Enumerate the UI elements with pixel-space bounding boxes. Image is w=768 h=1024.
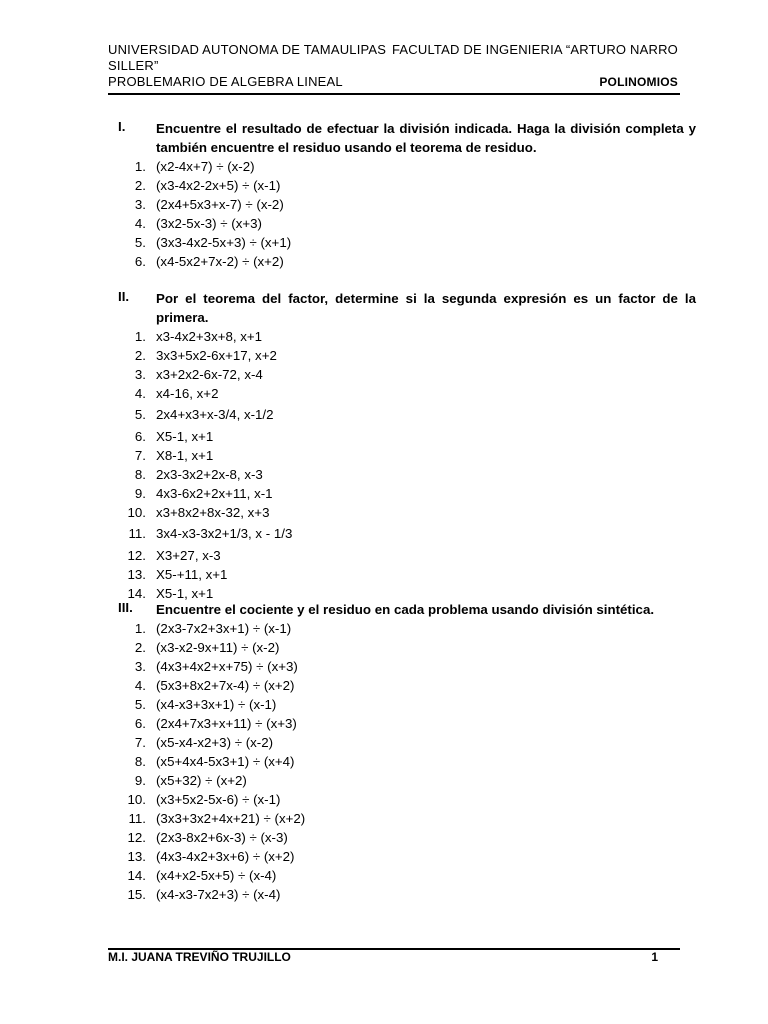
exercise-item: 4. (3x2-5x-3) ÷ (x+3) xyxy=(134,216,262,231)
header-divider xyxy=(108,93,680,95)
exercise-item: 12. X3+27, x-3 xyxy=(127,548,221,563)
exercise-item: 4. x4-16, x+2 xyxy=(134,386,219,401)
section-2 xyxy=(118,289,698,603)
exercise-item: 5. 2x4+x3+x-3/4, x-1/2 xyxy=(134,407,274,422)
exercise-item: 3. (4x3+4x2+x+75) ÷ (x+3) xyxy=(134,659,298,674)
exercise-item: 10. (x3+5x2-5x-6) ÷ (x-1) xyxy=(127,792,281,807)
exercise-list xyxy=(118,327,698,603)
section-numeral: III. xyxy=(118,600,133,615)
exercise-item: 10. x3+8x2+8x-32, x+3 xyxy=(127,505,270,520)
exercise-item: 15. (x4-x3-7x2+3) ÷ (x-4) xyxy=(127,887,281,902)
author-name: M.I. JUANA TREVIÑO TRUJILLO xyxy=(108,950,291,964)
exercise-item: 14. X5-1, x+1 xyxy=(127,586,214,601)
section-title: Por el teorema del factor, determine si la segunda expresión es un factor de la primera. xyxy=(156,291,696,325)
exercise-item: 1. x3-4x2+3x+8, x+1 xyxy=(134,329,263,344)
section-numeral: I. xyxy=(118,119,126,134)
exercise-item: 12. (2x3-8x2+6x-3) ÷ (x-3) xyxy=(127,830,288,845)
page-footer xyxy=(108,950,658,964)
exercise-item: 14. (x4+x2-5x+5) ÷ (x-4) xyxy=(127,868,277,883)
exercise-item: 3. x3+2x2-6x-72, x-4 xyxy=(134,367,263,382)
exercise-list xyxy=(118,619,698,904)
exercise-item: 6. (x4-5x2+7x-2) ÷ (x+2) xyxy=(134,254,284,269)
exercise-item: 3. (2x4+5x3+x-7) ÷ (x-2) xyxy=(134,197,284,212)
section-title: Encuentre el resultado de efectuar la división indicada. Haga la división completa y también encuentre el residuo usando el teorema de residuo. xyxy=(156,121,696,155)
page-number: 1 xyxy=(651,950,658,964)
section-3 xyxy=(118,600,698,904)
faculty-name-continued: SILLER” xyxy=(108,58,159,73)
section-numeral: II. xyxy=(118,289,130,304)
exercise-item: 9. (x5+32) ÷ (x+2) xyxy=(134,773,247,788)
exercise-item: 8. (x5+4x4-5x3+1) ÷ (x+4) xyxy=(134,754,295,769)
section-title: Encuentre el cociente y el residuo en cada problema usando división sintética. xyxy=(156,602,655,617)
exercise-item: 9. 4x3-6x2+2x+11, x-1 xyxy=(134,486,273,501)
exercise-item: 11. 3x4-x3-3x2+1/3, x - 1/3 xyxy=(128,526,293,541)
exercise-item: 1. (2x3-7x2+3x+1) ÷ (x-1) xyxy=(134,621,292,636)
exercise-item: 1. (x2-4x+7) ÷ (x-2) xyxy=(134,159,255,174)
exercise-item: 13. (4x3-4x2+3x+6) ÷ (x+2) xyxy=(127,849,295,864)
exercise-item: 11. (3x3+3x2+4x+21) ÷ (x+2) xyxy=(128,811,306,826)
faculty-name: FACULTAD DE INGENIERIA “ARTURO NARRO xyxy=(391,42,678,57)
university-name: UNIVERSIDAD AUTONOMA DE TAMAULIPAS xyxy=(108,42,387,57)
exercise-item: 2. 3x3+5x2-6x+17, x+2 xyxy=(134,348,277,363)
exercise-item: 6. X5-1, x+1 xyxy=(134,429,214,444)
exercise-item: 8. 2x3-3x2+2x-8, x-3 xyxy=(134,467,263,482)
page-header xyxy=(108,42,678,90)
exercise-item: 13. X5-+11, x+1 xyxy=(127,567,228,582)
exercise-item: 6. (2x4+7x3+x+11) ÷ (x+3) xyxy=(134,716,297,731)
exercise-item: 7. (x5-x4-x2+3) ÷ (x-2) xyxy=(134,735,274,750)
course-name: PROBLEMARIO DE ALGEBRA LINEAL xyxy=(108,74,343,89)
exercise-item: 5. (x4-x3+3x+1) ÷ (x-1) xyxy=(134,697,277,712)
exercise-item: 2. (x3-4x2-2x+5) ÷ (x-1) xyxy=(134,178,281,193)
exercise-item: 4. (5x3+8x2+7x-4) ÷ (x+2) xyxy=(134,678,295,693)
exercise-item: 2. (x3-x2-9x+11) ÷ (x-2) xyxy=(134,640,280,655)
exercise-item: 5. (3x3-4x2-5x+3) ÷ (x+1) xyxy=(134,235,292,250)
topic-label: POLINOMIOS xyxy=(599,75,678,89)
section-1 xyxy=(118,119,698,271)
exercise-item: 7. X8-1, x+1 xyxy=(134,448,214,463)
exercise-list xyxy=(118,157,698,271)
